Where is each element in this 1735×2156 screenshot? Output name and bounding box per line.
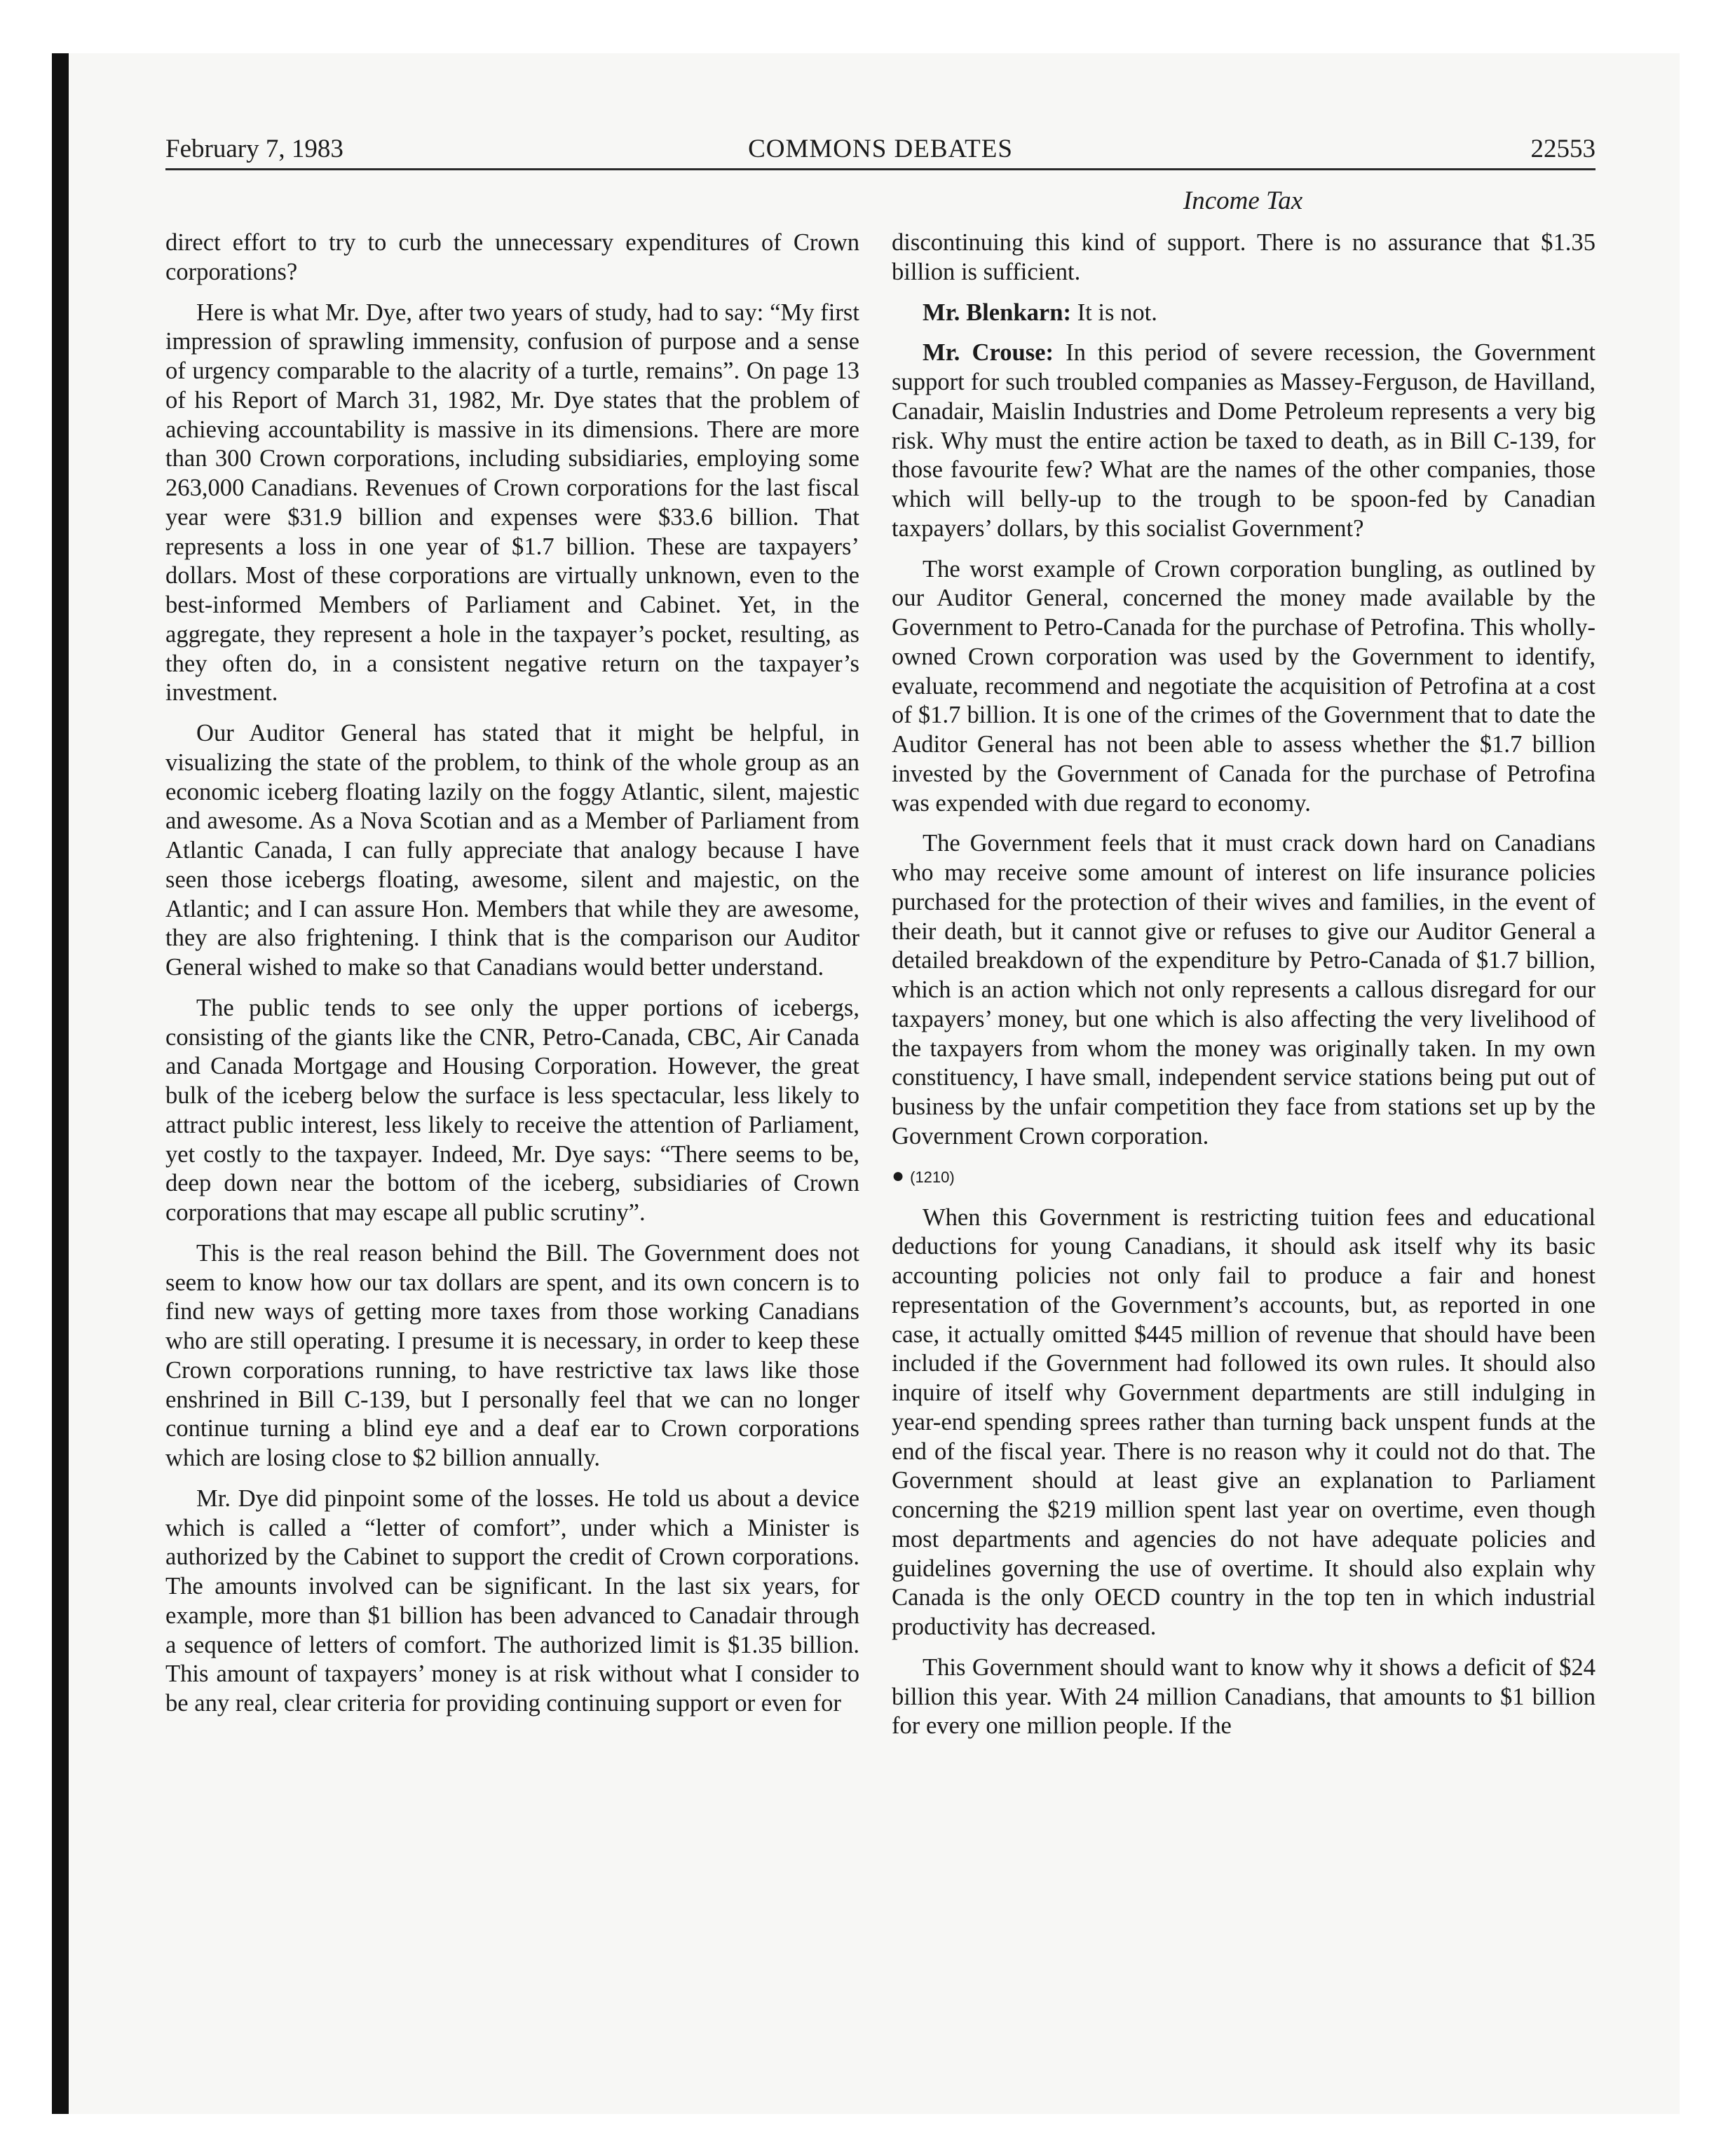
- scan-edge-shadow: [52, 53, 69, 2114]
- paragraph: The Government feels that it must crack down hard on Canadians who may receive some amount of interest on life insurance policies purchased for the protection of their wives and families, in the event of their death, but it cannot give or refuses to give our Auditor General a detailed breakdown of the expenditure by Petro-Canada of $1.7 billion, which is an action which not only represents a callous disregard for our taxpayers’ money, but one which is also affecting the very livelihood of the taxpayers from whom the money was originally taken. In my own constituency, I have small, independent service stations being put out of business by the unfair competition they face from stations set up by the Government Crown corporation.: [892, 830, 1595, 1149]
- time-marker-text: (1210): [910, 1168, 955, 1186]
- paragraph: Mr. Dye did pinpoint some of the losses. He told us about a device which is called a “letter of comfort”, under which a Minister is authorized by the Cabinet to support the credit of Crown corporations. The amounts involved can be significant. In the last six years, for example, more than $1 billion has been advanced to Canadair through a sequence of letters of comfort. The authorized limit is $1.35 billion. This amount of taxpayers’ money is at risk without what I consider to be any real, clear criteria for providing continuing support or even for: [165, 1485, 859, 1717]
- speech-text: It is not.: [1077, 299, 1157, 326]
- speaker-name: Mr. Blenkarn:: [923, 299, 1071, 326]
- header-date: February 7, 1983: [165, 135, 343, 163]
- paragraph: The public tends to see only the upper portions of icebergs, consisting of the giants like the CNR, Petro-Canada, CBC, Air Canada and Canada Mortgage and Housing Corporation. However, the great bulk of the iceberg below the surface is less spectacular, less likely to attract public interest, less likely to receive the attention of Parliament, yet costly to the taxpayer. Indeed, Mr. Dye says: “There seems to be, deep down near the bottom of the iceberg, subsidiaries of Crown corporations that may escape all public scrutiny”.: [165, 994, 859, 1226]
- left-column: [165, 228, 859, 1719]
- section-subject: Income Tax: [1183, 186, 1303, 215]
- paragraph: When this Government is restricting tuition fees and educational deductions for young Canadians, it should ask itself why its basic accounting policies not only fail to produce a fair and honest representation of the Government’s accounts, but, as reported in one case, it actually omitted $445 million of revenue that should have been included if the Government had followed its own rules. It should also inquire of itself why Government departments are still indulging in year-end spending sprees rather than turning back unspent funds at the end of the fiscal year. There is no reason why it could not do that. The Government should at least give an explanation to Parliament concerning the $219 million spent last year on overtime, even though most departments and agencies do not have adequate policies and guidelines governing the use of overtime. It should also explain why Canada is the only OECD country in the top ten in which industrial productivity has decreased.: [892, 1203, 1595, 1640]
- paragraph: discontinuing this kind of support. There is no assurance that $1.35 billion is sufficient.: [892, 229, 1595, 285]
- right-column: [892, 228, 1595, 1741]
- bullet-icon: ●: [892, 1164, 905, 1187]
- paragraph: The worst example of Crown corporation bungling, as outlined by our Auditor General, concerned the money made available by the Government to Petro-Canada for the purchase of Petrofina. This wholly-owned Crown corporation was used by the Government to identify, evaluate, recommend and negotiate the acquisition of Petrofina at a cost of $1.7 billion. It is one of the crimes of the Government that to date the Auditor General has not been able to assess whether the $1.7 billion invested by the Government of Canada for the purchase of Petrofina was expended with due regard to economy.: [892, 555, 1595, 817]
- speech-blenkarn: [892, 299, 1595, 328]
- speech-text: In this period of severe recession, the Government support for such troubled companies as Massey-Ferguson, de Havilland, Canadair, Maislin Industries and Dome Petroleum represents a very big risk. Why must the entire action be taxed to death, as in Bill C-139, for those favourite few? What are the names of the other companies, those which will belly-up to the trough to be spoon-fed by Canadian taxpayers’ dollars, by this socialist Government?: [892, 339, 1595, 542]
- page-header: [165, 132, 1595, 167]
- paragraph: Our Auditor General has stated that it might be helpful, in visualizing the state of the problem, to think of the whole group as an economic iceberg floating lazily on the foggy Atlantic, silent, majestic and awesome. As a Nova Scotian and as a Member of Parliament from Atlantic Canada, I can fully appreciate that analogy because I have seen those icebergs floating, awesome, silent and majestic, on the Atlantic; and I can assure Hon. Members that while they are awesome, they are also frightening. I think that is the comparison our Auditor General wished to make so that Canadians would better understand.: [165, 720, 859, 981]
- header-page-number: 22553: [1530, 135, 1595, 163]
- paragraph: This is the real reason behind the Bill. The Government does not seem to know how our tax dollars are spent, and its own concern is to find new ways of getting more taxes from those working Canadians who are still operating. I presume it is necessary, in order to keep these Crown corporations running, to have restrictive tax laws like those enshrined in Bill C-139, but I personally feel that we can no longer continue turning a blind eye and a deaf ear to Crown corporations which are losing close to $2 billion annually.: [165, 1239, 859, 1471]
- speech-crouse: [892, 339, 1595, 543]
- paragraph: direct effort to try to curb the unnecessary expenditures of Crown corporations?: [165, 229, 859, 285]
- paragraph: Here is what Mr. Dye, after two years of study, had to say: “My first impression of sprawling immensity, confusion of purpose and a sense of urgency comparable to the alacrity of a turtle, remains”. On page 13 of his Report of March 31, 1982, Mr. Dye states that the problem of achieving accountability is massive in its dimensions. There are more than 300 Crown corporations, including subsidiaries, employing some 263,000 Canadians. Revenues of Crown corporations for the last fiscal year were $31.9 billion and expenses were $33.6 billion. That represents a loss in one year of $1.7 billion. These are taxpayers’ dollars. Most of these corporations are virtually unknown, even to the best-informed Members of Parliament and Cabinet. Yet, in the aggregate, they represent a hole in the taxpayer’s pocket, resulting, as they often do, in a consistent negative return on the taxpayer’s investment.: [165, 299, 859, 707]
- paragraph: This Government should want to know why it shows a deficit of $24 billion this year. With 24 million Canadians, that amounts to $1 billion for every one million people. If the: [892, 1653, 1595, 1740]
- speaker-name: Mr. Crouse:: [923, 339, 1054, 367]
- time-marker: [892, 1159, 1595, 1195]
- header-publication: COMMONS DEBATES: [748, 135, 1013, 163]
- header-rule: [165, 168, 1595, 170]
